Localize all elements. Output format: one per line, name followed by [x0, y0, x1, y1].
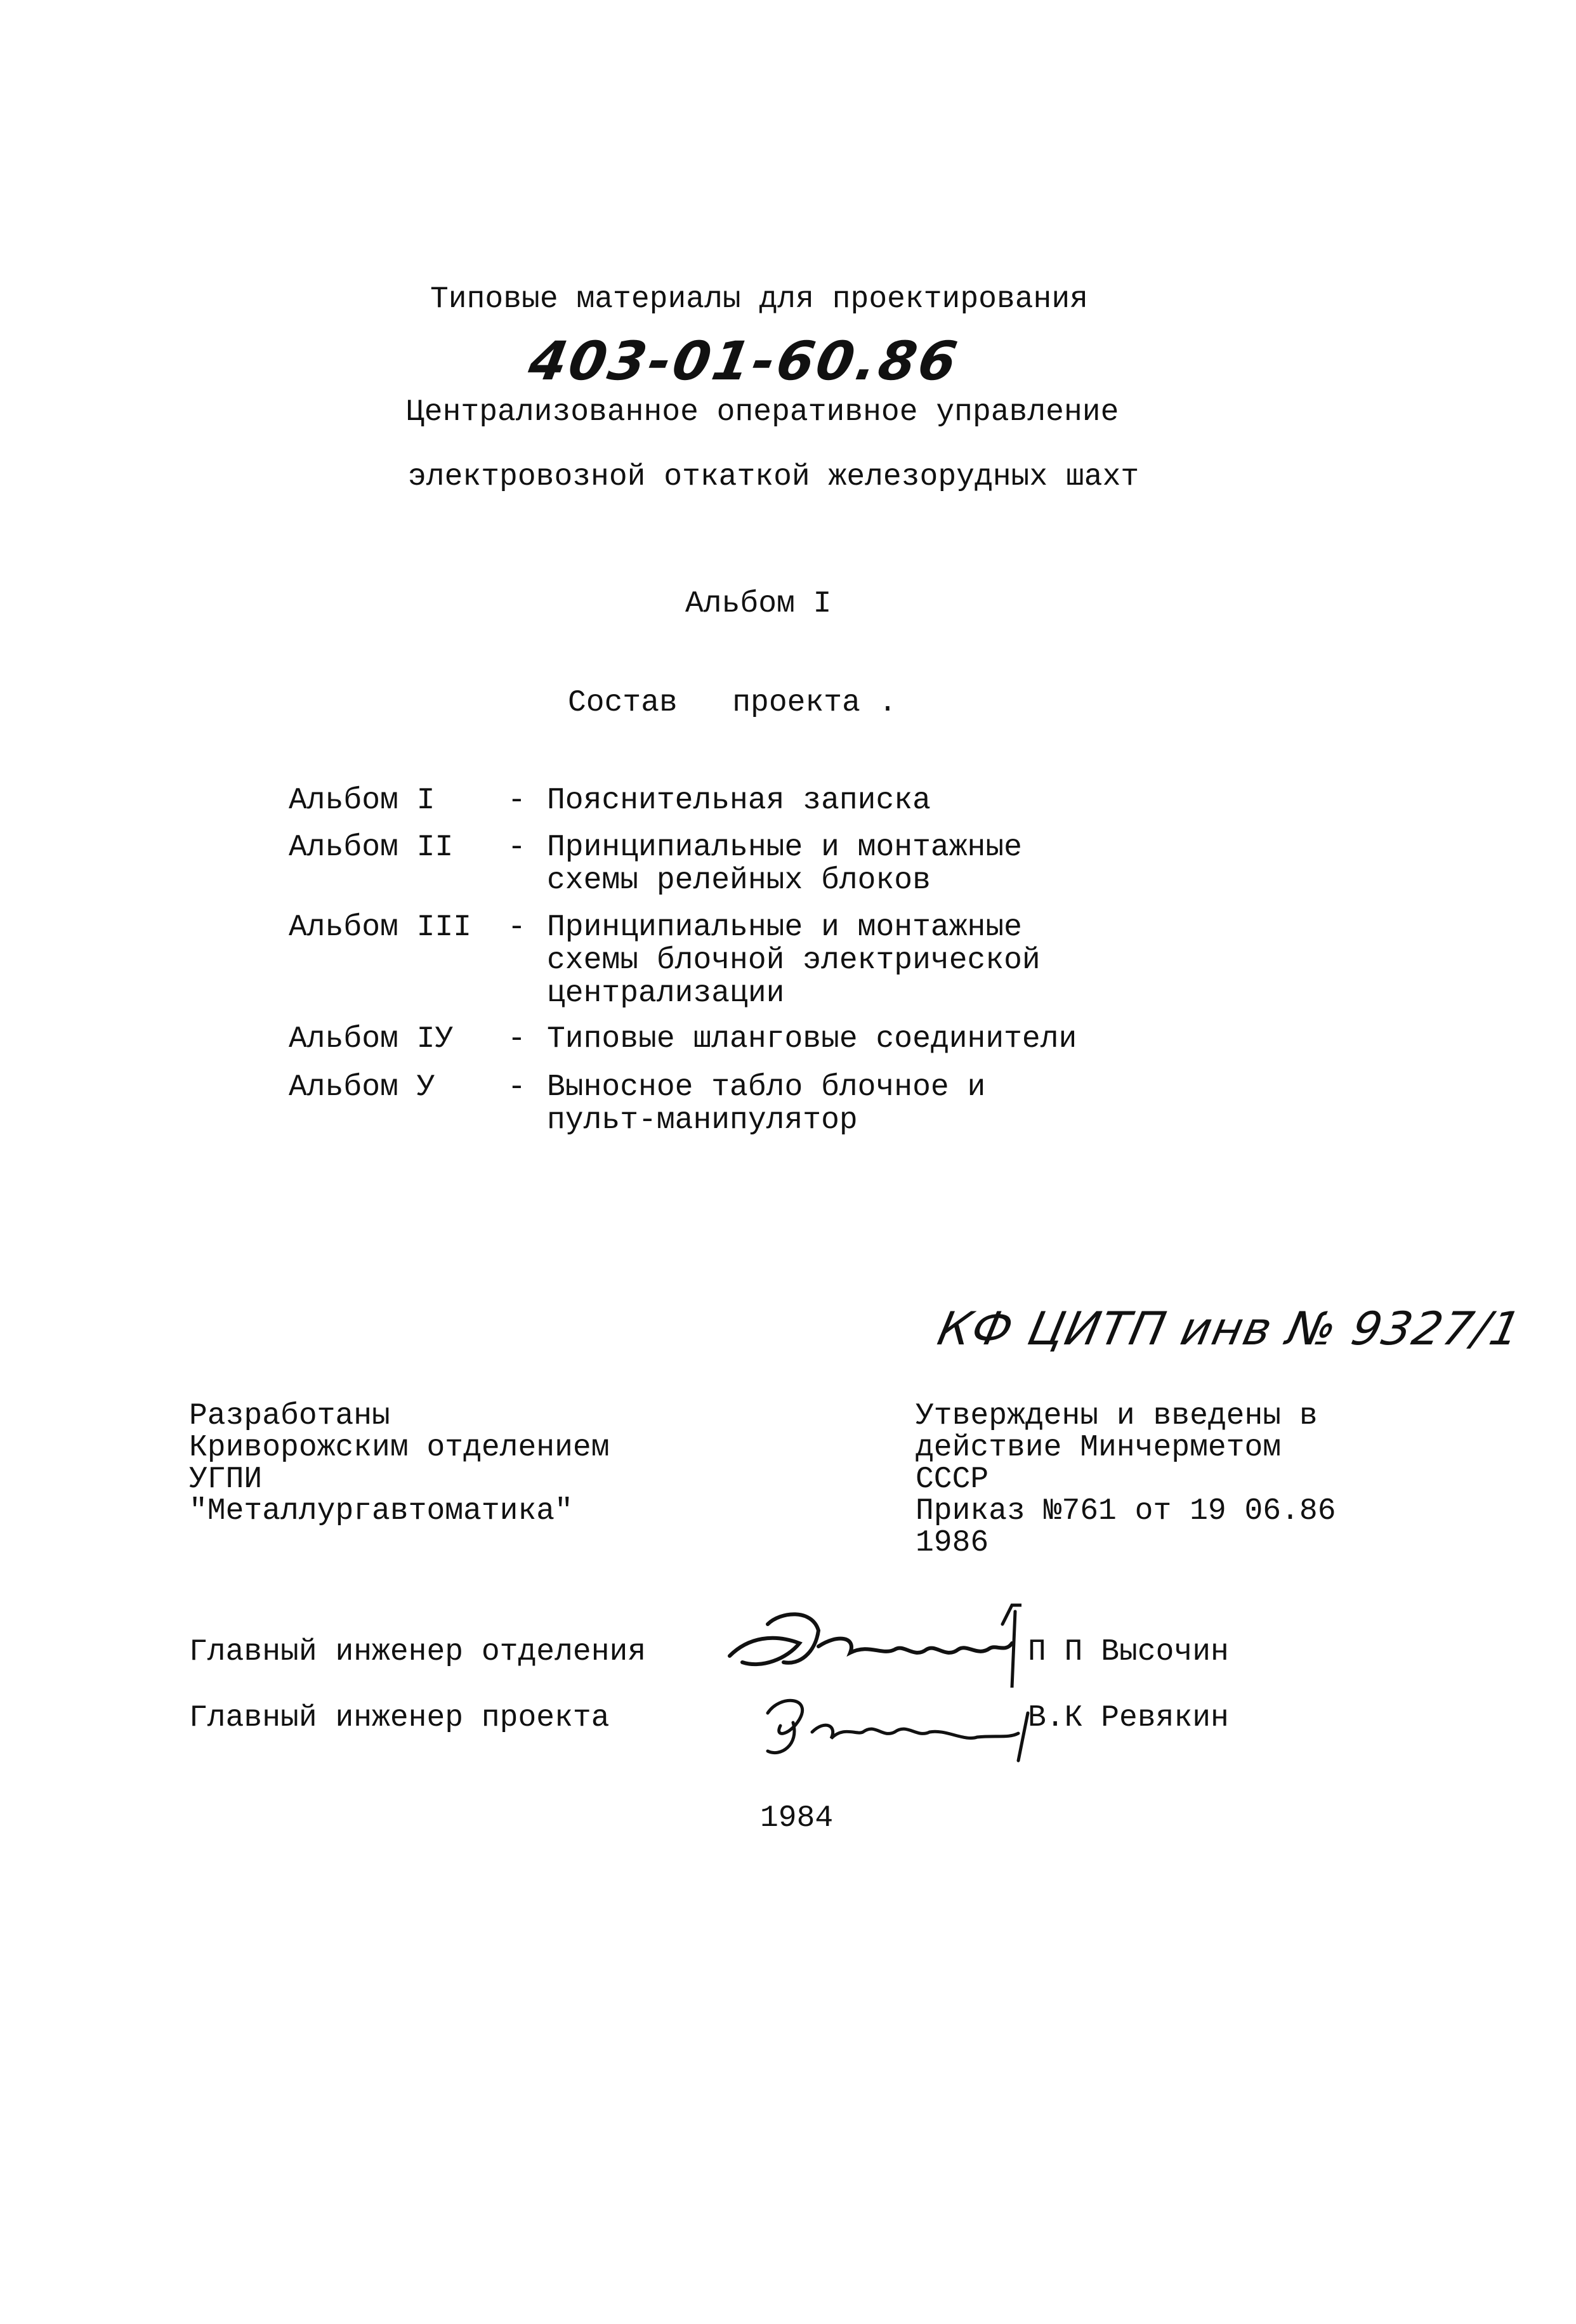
signature-name: В.К Ревякин	[1028, 1701, 1229, 1735]
album-label: Альбом I	[289, 784, 435, 818]
signature-vysochin	[723, 1599, 1021, 1688]
album-label: Альбом У	[289, 1070, 435, 1105]
series-title: Типовые материалы для проектирования	[430, 282, 1088, 317]
composition-heading: Состав проекта .	[568, 686, 897, 720]
album-desc: Принципиальные и монтажные	[547, 910, 1022, 945]
developed-line: Криворожским отделением	[189, 1431, 610, 1465]
approved-line: 1986	[916, 1526, 989, 1560]
approved-line: Приказ №761 от 19 06.86	[916, 1494, 1336, 1528]
developed-line: "Металлургавтоматика"	[189, 1494, 573, 1528]
album-dash: -	[508, 784, 526, 818]
album-desc: пульт-манипулятор	[547, 1103, 858, 1138]
album-dash: -	[508, 1070, 526, 1105]
album-label: Альбом III	[289, 910, 472, 945]
album-desc: Принципиальные и монтажные	[547, 830, 1022, 865]
album-desc: Пояснительная записка	[547, 784, 931, 818]
year: 1984	[760, 1801, 834, 1835]
album-number: Альбом I	[685, 587, 832, 621]
album-label: Альбом IУ	[289, 1022, 454, 1056]
inventory-note: КФ ЦИТП инв № 9327/1	[933, 1302, 1527, 1355]
project-title-line2: электровозной откаткой железорудных шахт	[408, 460, 1139, 494]
album-desc: Типовые шланговые соединители	[547, 1022, 1077, 1056]
project-code: 403-01-60.86	[524, 330, 964, 392]
project-title-line1: Централизованное оперативное управление	[406, 395, 1119, 430]
developed-line: УГПИ	[189, 1462, 263, 1497]
album-desc: схемы релейных блоков	[547, 863, 931, 898]
album-desc: схемы блочной электрической	[547, 943, 1041, 978]
album-dash: -	[508, 1022, 526, 1056]
album-desc: Выносное табло блочное и	[547, 1070, 986, 1105]
album-desc: централизации	[547, 976, 785, 1011]
signature-name: П П Высочин	[1028, 1635, 1229, 1669]
signature-revyakin	[755, 1688, 1034, 1764]
approved-line: действие Минчерметом	[916, 1431, 1282, 1465]
album-dash: -	[508, 910, 526, 945]
approved-line: Утверждены и введены в	[916, 1399, 1318, 1433]
developed-line: Разработаны	[189, 1399, 390, 1433]
signature-role: Главный инженер отделения	[189, 1635, 647, 1669]
album-dash: -	[508, 830, 526, 865]
album-label: Альбом II	[289, 830, 454, 865]
signature-role: Главный инженер проекта	[189, 1701, 610, 1735]
approved-line: СССР	[916, 1462, 989, 1497]
